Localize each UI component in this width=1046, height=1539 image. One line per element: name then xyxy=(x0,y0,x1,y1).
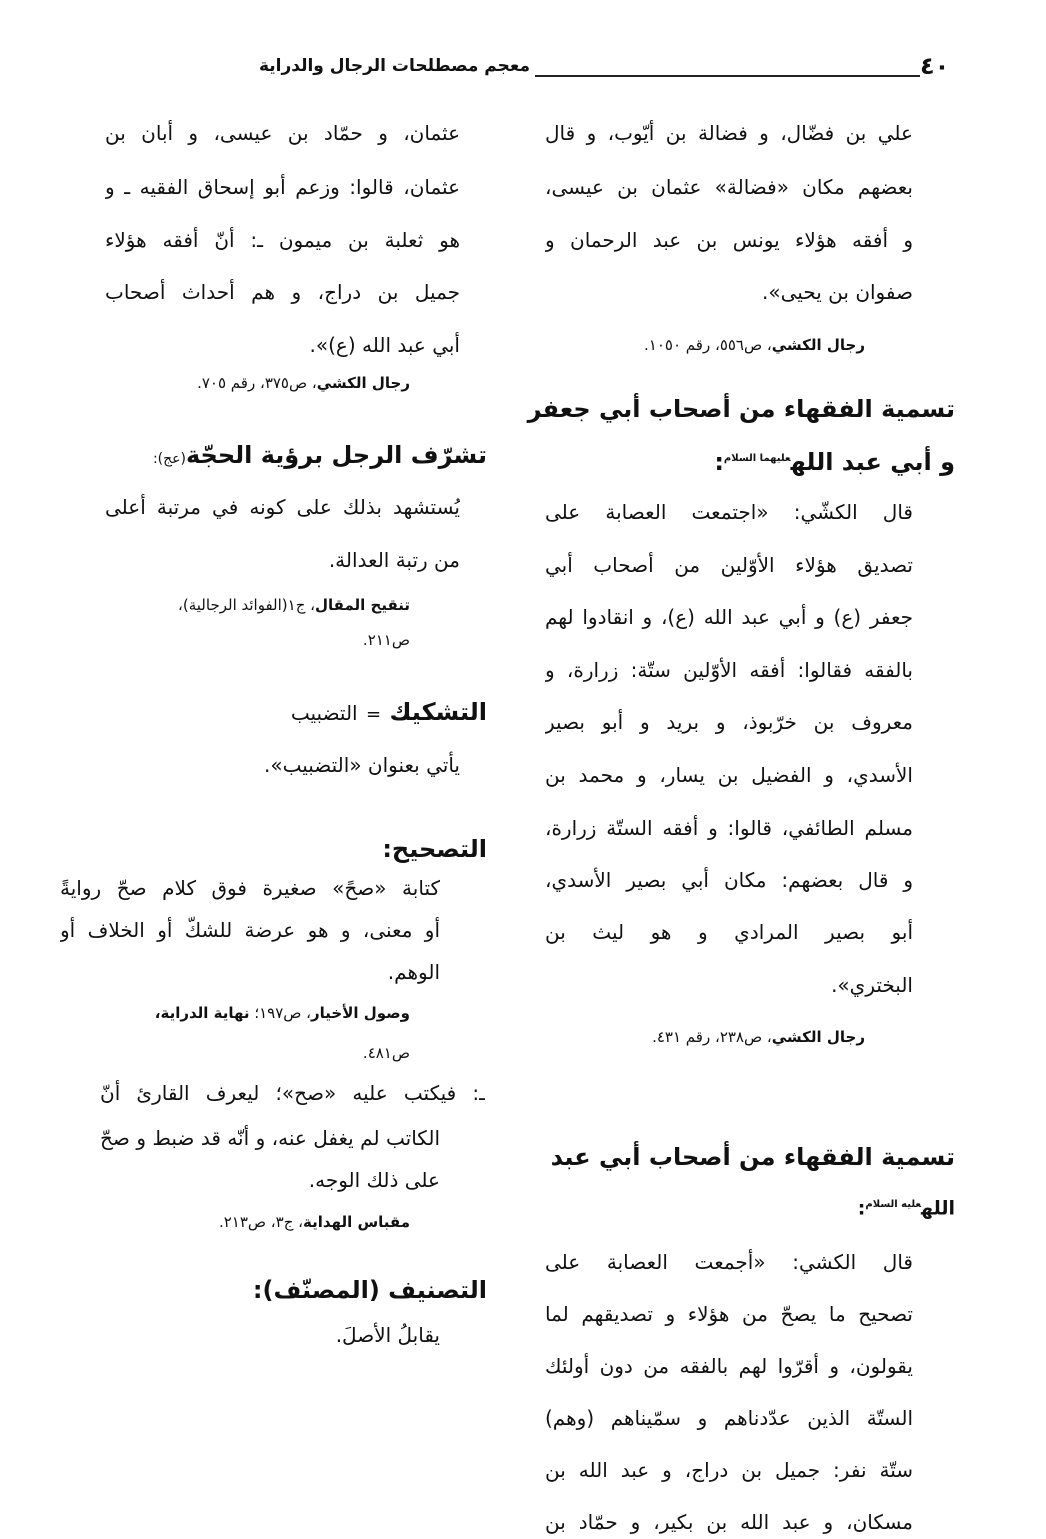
text-line: عثمان، قالوا: وزعم أبو إسحاق الفقيه ـ و xyxy=(105,175,460,199)
text-line: ستّة نفر: جميل بن دراج، و عبد الله بن xyxy=(545,1458,913,1482)
citation-detail: ، ج٣، ص٢١٣. xyxy=(218,1213,304,1231)
left-column xyxy=(60,0,490,1494)
text-line: و قال بعضهم: مكان أبي بصير الأسدي، xyxy=(545,868,913,892)
text-line: كتابة «صحً» صغيرة فوق كلام صحّ روايةً xyxy=(60,876,440,900)
section-heading xyxy=(291,695,487,732)
citation: ص٢١١. xyxy=(362,631,410,649)
citation xyxy=(155,996,410,1030)
text-line: من رتبة العدالة. xyxy=(328,548,460,572)
citation-detail: ، ص١٩٧؛ xyxy=(249,1004,312,1022)
text-line: مسكان، و عبد الله بن بكير، و حمّاد بن xyxy=(545,1510,913,1534)
equals-sign: = xyxy=(365,704,382,725)
citation-source: رجال الكشي xyxy=(771,1028,865,1046)
text-line: البختري». xyxy=(831,973,913,997)
section-heading xyxy=(714,442,955,479)
section-heading: تسمية الفقهاء من أصحاب أبي عبد xyxy=(550,1143,955,1171)
citation-detail: ، ص٢٣٨، رقم ٤٣١. xyxy=(652,1028,772,1046)
text-line: جميل بن دراج، و هم أحداث أصحاب xyxy=(105,280,460,304)
text-line: بالفقه فقالوا: أفقه الأوّلين ستّة: زرارة، و xyxy=(545,658,913,682)
citation-source: تنقيح المقال xyxy=(315,596,410,614)
text-line: يقولون، و أقرّوا لهم بالفقه من دون أولئك xyxy=(545,1354,913,1378)
text-line: الكاتب لم يغفل عنه، و أنّه قد ضبط و صحّ xyxy=(100,1126,440,1150)
text-line: الستّة الذين عدّدناهم و سمّيناهم (وهم) xyxy=(545,1406,913,1430)
citation-detail: ، ج١(الفوائد الرجالية)، xyxy=(178,596,316,614)
text-line: معروف بن خرّبوذ، و بريد و أبو بصير xyxy=(545,710,913,734)
text-line: هو ثعلبة بن ميمون ـ: أنّ أفقه هؤلاء xyxy=(105,228,460,252)
text-line: أبو بصير المرادي و هو ليث بن xyxy=(545,920,913,944)
text-line: يُستشهد بذلك على كونه في مرتبة أعلى xyxy=(105,495,460,519)
running-title: معجم مصطلحات الرجال والدراية xyxy=(258,56,530,76)
text-line: يأتي بعنوان «التضبيب». xyxy=(263,753,460,777)
heading-target: التضبيب xyxy=(290,701,358,725)
text-line: عثمان، و حمّاد بن عيسى، و أبان بن xyxy=(105,121,460,145)
text-line: الوهم. xyxy=(387,960,440,984)
text-line: أو معنى، و هو عرضة للشكّ أو الخلاف أو xyxy=(60,918,440,942)
text-line: علي بن فضّال، و فضالة بن أيّوب، و قال xyxy=(545,121,913,145)
honorific-icon: عليه السلام xyxy=(865,1199,922,1210)
honorific-icon: عليهما السلام xyxy=(723,453,791,464)
section-heading xyxy=(153,438,487,476)
text-line: أبي عبد الله (ع)». xyxy=(309,333,460,357)
text-line: يقابلُ الأصلَ. xyxy=(335,1323,440,1347)
text-line: تصديق هؤلاء الأوّلين من أصحاب أبي xyxy=(545,553,913,577)
text-line: تصحيح ما يصحّ من هؤلاء و تصديقهم لما xyxy=(545,1302,913,1326)
heading-text: و أبي عبد الله xyxy=(790,448,955,476)
citation xyxy=(219,1205,410,1239)
text-line: قال الكشي: «أجمعت العصابة على xyxy=(545,1250,913,1274)
heading-suffix: (عج): xyxy=(152,451,186,467)
citation-source: نهاية الدراية، xyxy=(154,1004,250,1022)
text-line: بعضهم مكان «فضالة» عثمان بن عيسى، xyxy=(545,175,913,199)
citation-detail: ، ص٣٧٥، رقم ٧٠٥. xyxy=(197,374,317,392)
text-line: ـ: فيكتب عليه «صح»؛ ليعرف القارئ أنّ xyxy=(100,1081,485,1105)
citation xyxy=(178,588,410,622)
section-heading: تسمية الفقهاء من أصحاب أبي جعفر xyxy=(527,395,955,423)
text-line: مسلم الطائفي، قالوا: و أفقه الستّة زرارة، xyxy=(545,816,913,840)
right-column xyxy=(527,0,955,1534)
citation xyxy=(197,366,410,400)
heading-term: التشكيك xyxy=(389,698,487,726)
section-heading: التصنيف (المصنّف): xyxy=(252,1276,487,1304)
heading-colon: : xyxy=(857,1197,866,1220)
citation-source: رجال الكشي xyxy=(771,336,865,354)
citation-source: رجال الكشي xyxy=(316,374,410,392)
text-line: على ذلك الوجه. xyxy=(308,1168,440,1192)
citation: ص٤٨١. xyxy=(362,1044,410,1062)
citation xyxy=(644,328,865,362)
citation-detail: ، ص٥٥٦، رقم ١٠٥٠. xyxy=(644,336,772,354)
heading-colon: : xyxy=(714,448,724,476)
citation xyxy=(652,1020,865,1054)
text-line: الأسدي، و الفضيل بن يسار، و محمد بن xyxy=(545,763,913,787)
text-line: جعفر (ع) و أبي عبد الله (ع)، و انقادوا لهم xyxy=(545,605,913,629)
citation-source: وصول الأخيار xyxy=(311,1004,410,1022)
section-heading: التصحيح: xyxy=(382,835,487,863)
text-line: قال الكشّي: «اجتمعت العصابة على xyxy=(545,500,913,524)
text-line: صفوان بن يحيى». xyxy=(762,280,913,304)
section-heading xyxy=(858,1188,955,1225)
heading-text: الله xyxy=(921,1197,955,1220)
page-number: ٤٠ xyxy=(920,52,950,80)
text-line: و أفقه هؤلاء يونس بن عبد الرحمان و xyxy=(545,228,913,252)
heading-text: تشرّف الرجل برؤية الحجّة xyxy=(185,441,487,469)
citation-source: مقباس الهداية xyxy=(303,1213,410,1231)
